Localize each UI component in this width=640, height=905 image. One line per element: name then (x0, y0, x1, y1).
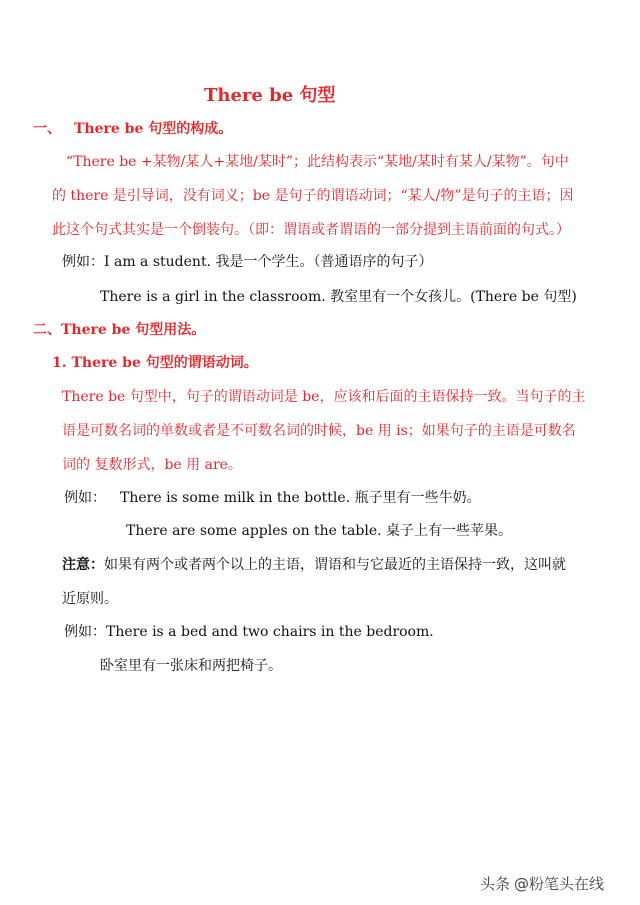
section2-note-line-1 (62, 556, 566, 574)
watermark-brand: 头条 (480, 875, 511, 893)
section1-para-line-1: “There be +某物/某人+某地/某时”；此结构表示“某地/某时有某人/某物”。句中 (66, 154, 569, 170)
section1-para-line-2: 的 there 是引导词，没有词义；be 是句子的谓语动词；“某人/物”是句子的主语；因 (52, 188, 574, 204)
example-label: 例如： (64, 624, 106, 640)
section2-para-line-1: There be 句型中，句子的谓语动词是 be，应该和后面的主语保持一致。当句子的主 (62, 389, 586, 405)
example-text: I am a student. 我是一个学生。（普通语序的句子） (104, 254, 433, 270)
example-text: There is some milk in the bottle. 瓶子里有一些牛奶。 (120, 490, 481, 506)
example-label: 例如： (62, 254, 104, 270)
section1-example-2: There is a girl in the classroom. 教室里有一个女孩儿。(There be 句型) (100, 289, 577, 305)
section2-sub-heading: 1. There be 句型的谓语动词。 (52, 355, 258, 371)
section2-example-4: 卧室里有一张床和两把椅子。 (100, 658, 282, 674)
section2-example-3 (64, 623, 434, 641)
section2-example-1 (64, 489, 481, 507)
section2-example-2: There are some apples on the table. 桌子上有一些苹果。 (126, 523, 513, 539)
section2-para-line-2: 语是可数名词的单数或者是不可数名词的时候，be 用 is；如果句子的主语是可数名 (62, 423, 576, 439)
example-text: There is a bed and two chairs in the bedroom. (106, 624, 434, 640)
watermark-handle: @粉笔头在线 (514, 875, 605, 893)
section2-para-line-3: 词的 复数形式，be 用 are。 (62, 457, 242, 473)
page-title: There be 句型 (204, 85, 336, 106)
section2-note-line-2: 近原则。 (62, 591, 118, 607)
note-label: 注意： (62, 557, 104, 573)
section1-para-line-3: 此这个句式其实是一个倒装句。（即：谓语或者谓语的一部分提到主语前面的句式。） (52, 222, 570, 238)
section1-number: 一、 (33, 121, 61, 137)
watermark (480, 874, 604, 894)
note-text: 如果有两个或者两个以上的主语，谓语和与它最近的主语保持一致，这叫就 (104, 557, 566, 573)
section1-heading: There be 句型的构成。 (74, 121, 233, 137)
section1-example-1 (62, 253, 432, 271)
example-label: 例如： (64, 490, 106, 506)
section2-heading: 二、There be 句型用法。 (33, 322, 206, 338)
